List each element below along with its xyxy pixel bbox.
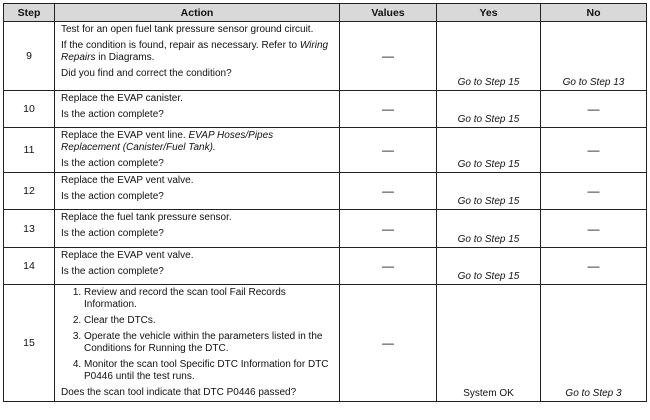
yes-goto: Go to Step 15 — [457, 159, 520, 170]
action-text: Replace the EVAP vent valve. — [61, 250, 194, 261]
step-number: 9 — [4, 22, 55, 91]
table-row-step-11 — [4, 128, 647, 173]
table-row-step-10 — [4, 91, 647, 128]
no-cell: — — [541, 210, 647, 248]
no-cell: — — [541, 128, 647, 173]
action-text: Replace the EVAP canister. — [61, 93, 183, 104]
action-text: Replace the EVAP vent line. EVAP Hoses/Pipes Replacement (Canister/Fuel Tank). — [61, 130, 274, 153]
header-values: Values — [340, 4, 437, 22]
no-cell — [541, 285, 647, 402]
no-cell: — — [541, 248, 647, 285]
wiring-repairs-link: Wiring Repairs — [61, 40, 329, 63]
table-row-step-12 — [4, 173, 647, 210]
step-number: 11 — [4, 128, 55, 173]
no-cell: — — [541, 91, 647, 128]
values-cell: — — [340, 91, 437, 128]
action-question: Is the action complete? — [61, 158, 164, 169]
no-goto: Go to Step 13 — [562, 77, 625, 88]
values-cell: — — [340, 22, 437, 91]
no-goto: Go to Step 3 — [565, 388, 622, 399]
header-no: No — [541, 4, 647, 22]
action-cell — [55, 128, 340, 173]
list-item: 4. Monitor the scan tool Specific DTC Information for DTC P0446 until the test runs. — [84, 359, 333, 383]
no-cell — [541, 22, 647, 91]
yes-goto: Go to Step 15 — [457, 234, 520, 245]
yes-cell — [437, 91, 541, 128]
action-text: Test for an open fuel tank pressure sensor ground circuit. — [61, 24, 314, 35]
header-action: Action — [55, 4, 340, 22]
yes-goto: Go to Step 15 — [457, 271, 520, 282]
table-row-step-15 — [4, 285, 647, 402]
action-cell — [55, 22, 340, 91]
action-cell — [55, 173, 340, 210]
header-row — [4, 4, 647, 22]
action-list — [61, 287, 333, 383]
values-cell: — — [340, 285, 437, 402]
yes-cell — [437, 210, 541, 248]
yes-cell — [437, 22, 541, 91]
action-question: Is the action complete? — [61, 266, 164, 277]
yes-goto: Go to Step 15 — [457, 196, 520, 207]
header-step: Step — [4, 4, 55, 22]
table-row-step-13 — [4, 210, 647, 248]
action-question: Is the action complete? — [61, 109, 164, 120]
yes-cell — [437, 173, 541, 210]
evap-hoses-link: EVAP Hoses/Pipes Replacement (Canister/Fuel Tank). — [61, 130, 274, 153]
action-question: Does the scan tool indicate that DTC P0446 passed? — [61, 387, 297, 398]
header-yes: Yes — [437, 4, 541, 22]
values-cell: — — [340, 210, 437, 248]
list-item: 1. Review and record the scan tool Fail Records Information. — [84, 287, 333, 311]
yes-goto: Go to Step 15 — [457, 114, 520, 125]
step-number: 13 — [4, 210, 55, 248]
step-number: 10 — [4, 91, 55, 128]
step-number: 14 — [4, 248, 55, 285]
action-cell — [55, 248, 340, 285]
yes-result: System OK — [463, 388, 514, 399]
yes-cell — [437, 248, 541, 285]
action-question: Is the action complete? — [61, 228, 164, 239]
table-row-step-14 — [4, 248, 647, 285]
step-number: 15 — [4, 285, 55, 402]
action-repair-note: If the condition is found, repair as necessary. Refer to Wiring Repairs in Diagrams. — [61, 40, 329, 63]
yes-goto: Go to Step 15 — [457, 77, 520, 88]
action-text: Replace the EVAP vent valve. — [61, 175, 194, 186]
values-cell: — — [340, 128, 437, 173]
values-cell: — — [340, 248, 437, 285]
no-cell: — — [541, 173, 647, 210]
step-number: 12 — [4, 173, 55, 210]
values-cell: — — [340, 173, 437, 210]
yes-cell — [437, 285, 541, 402]
diagnostic-table — [3, 3, 647, 402]
action-cell — [55, 210, 340, 248]
list-item: 2. Clear the DTCs. — [84, 315, 333, 327]
action-cell — [55, 91, 340, 128]
action-cell — [55, 285, 340, 402]
action-question: Did you find and correct the condition? — [61, 68, 232, 79]
action-question: Is the action complete? — [61, 191, 164, 202]
table-row-step-9 — [4, 22, 647, 91]
list-item: 3. Operate the vehicle within the parameters listed in the Conditions for Running the DTC. — [84, 331, 333, 355]
action-text: Replace the fuel tank pressure sensor. — [61, 212, 232, 223]
yes-cell — [437, 128, 541, 173]
